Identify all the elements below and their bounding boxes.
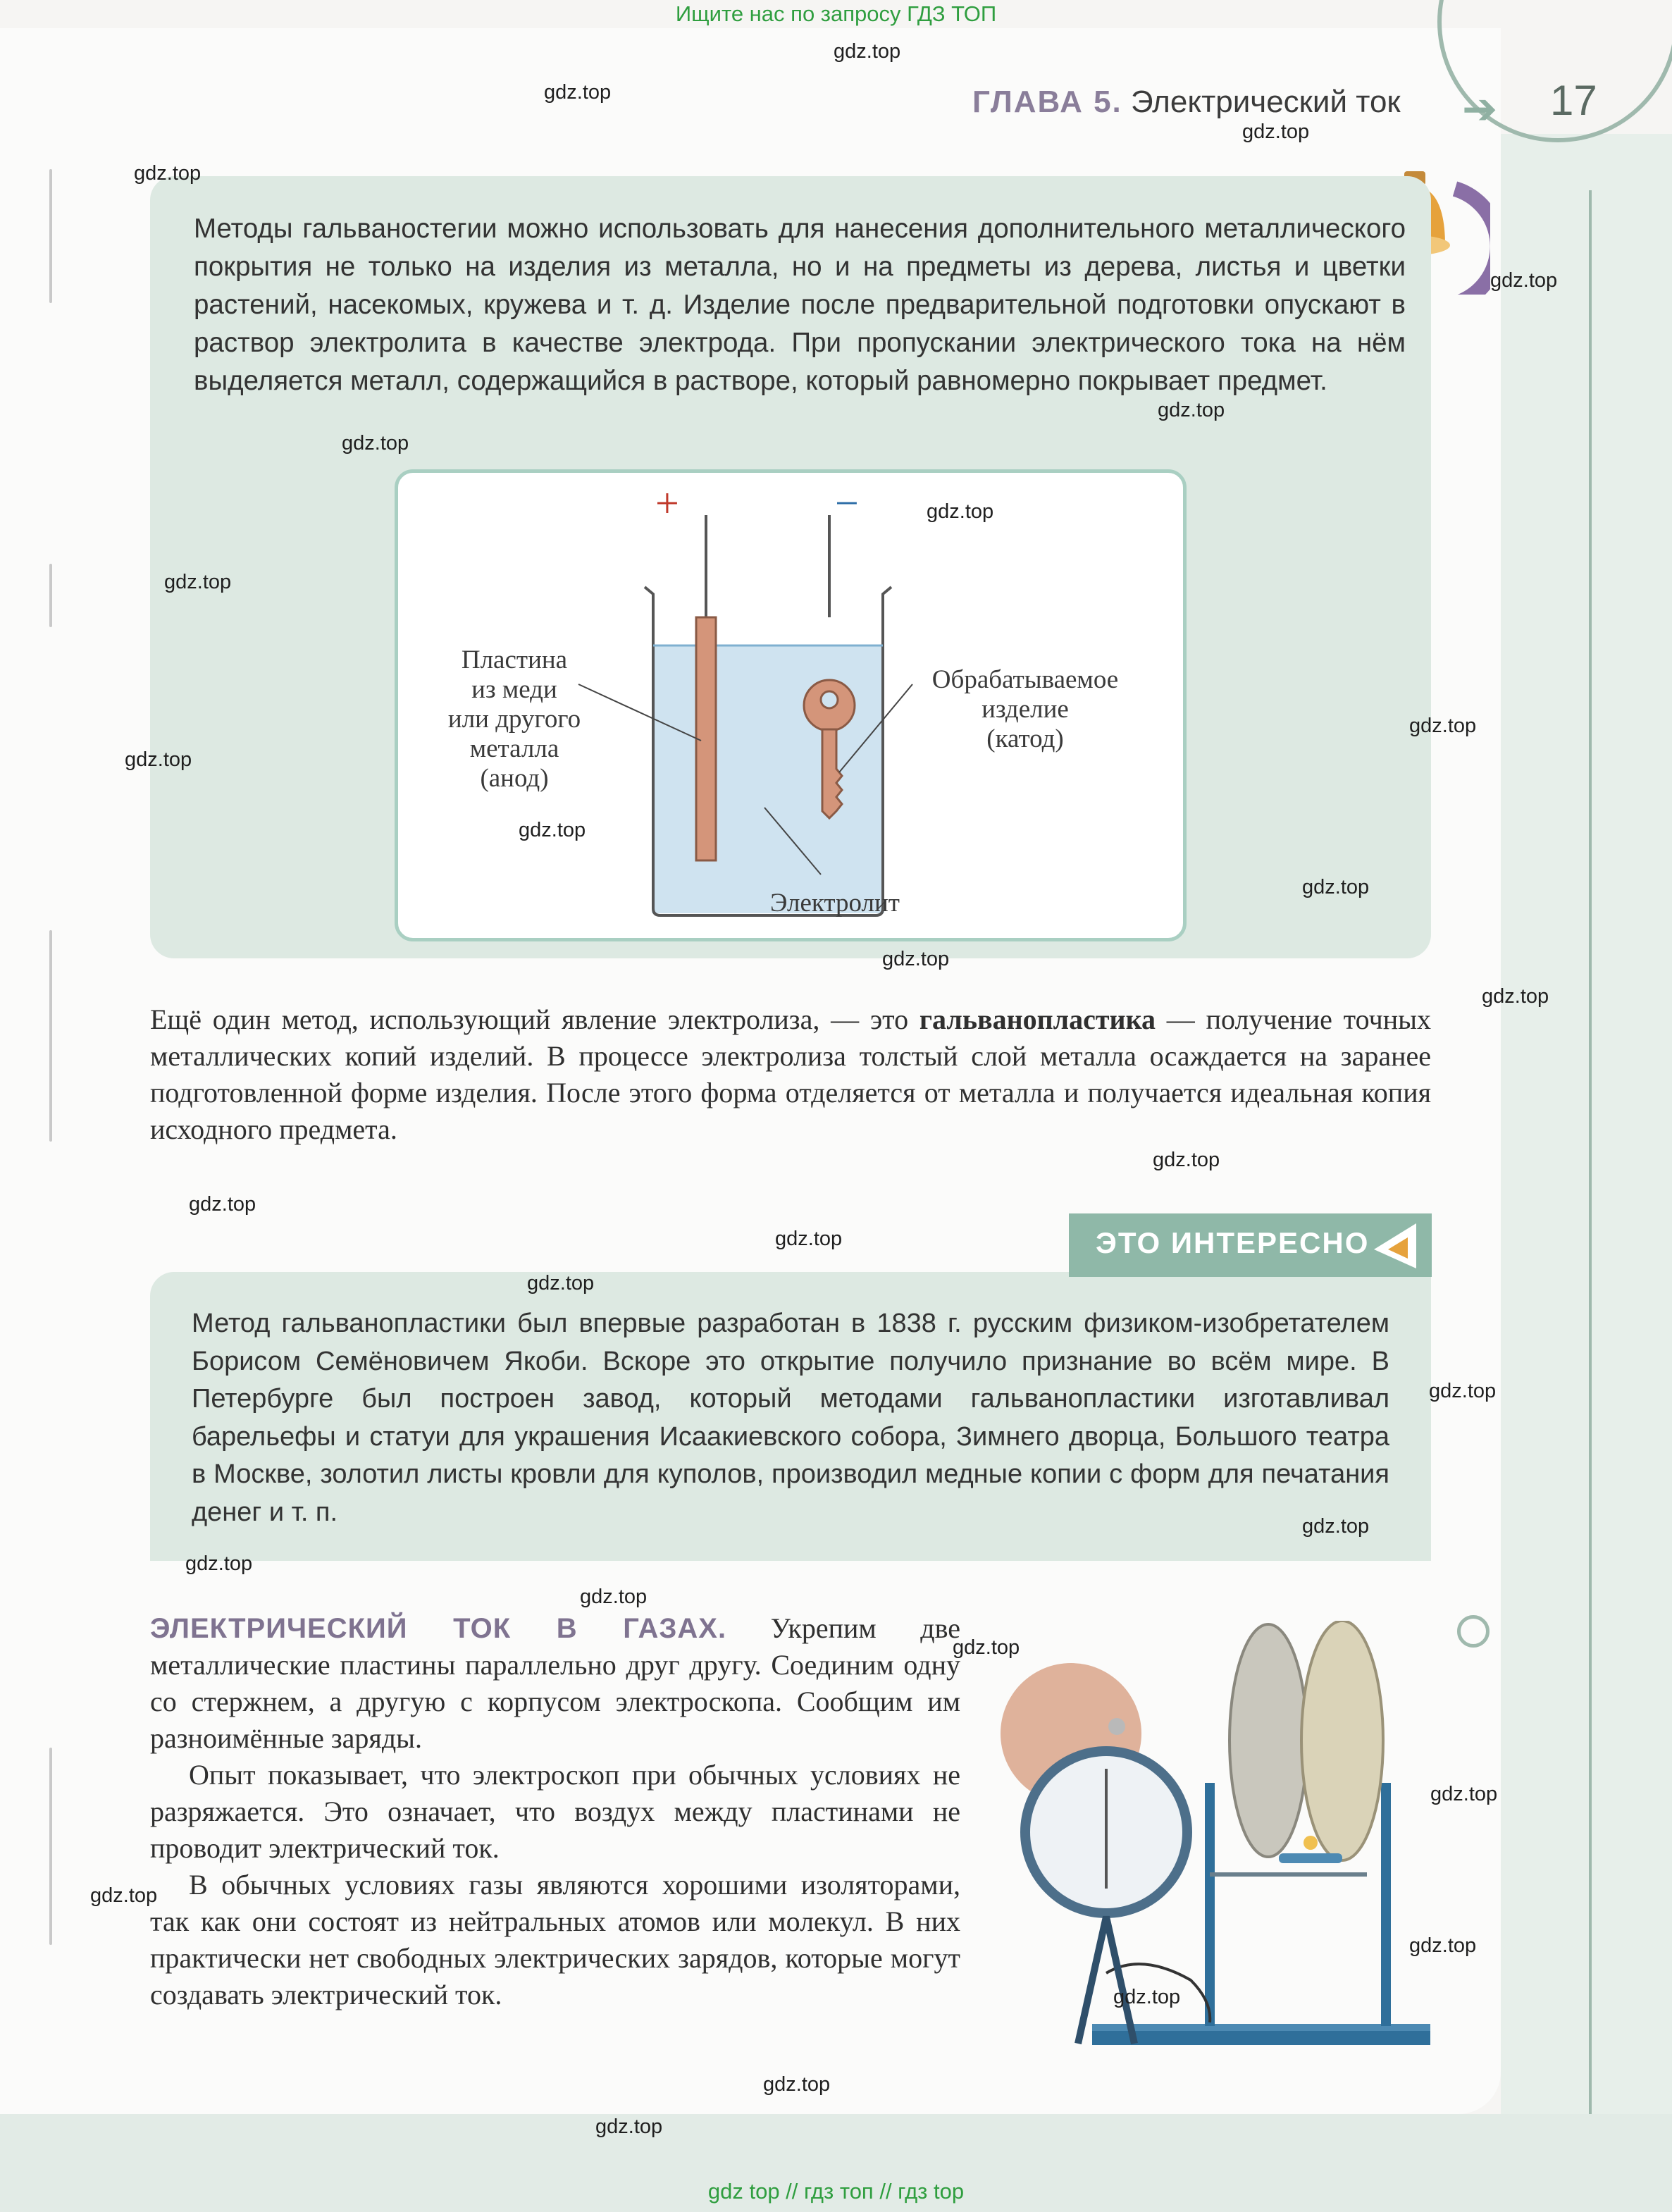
watermark: gdz.top <box>1242 121 1310 143</box>
watermark: gdz.top <box>544 81 612 104</box>
watermark: gdz.top <box>342 432 409 455</box>
chapter-title: Электрический ток <box>1131 85 1401 119</box>
watermark: gdz.top <box>1409 715 1477 737</box>
cathode-label-line: Обрабатываемое <box>931 665 1119 694</box>
watermark: gdz.top <box>595 2115 663 2138</box>
binding-holes <box>49 930 52 1142</box>
anode-label-line: металла <box>469 734 559 763</box>
watermark: gdz.top <box>527 1272 595 1295</box>
electrolysis-figure <box>395 469 1187 941</box>
watermark: gdz.top <box>1153 1149 1220 1171</box>
side-line <box>1589 190 1592 2177</box>
watermark: gdz.top <box>775 1228 843 1250</box>
cathode-label-line: (катод) <box>986 724 1064 753</box>
side-ring-marker <box>1457 1615 1490 1648</box>
info-box-text: Методы гальваностегии можно использовать для нанесения дополнительного металлического покрытия не только на изделия из металла, но и на предметы из дерева, листья и цветки растений, насекомых, кружева и т. д. Изделие после предварительной подготовки опускают в раствор электролита в качестве электрода. При пропускании электрического тока на нём выделяется металл, содержащийся в растворе, который равномерно покрывает предмет. <box>194 214 1406 396</box>
watermark: gdz.top <box>189 1193 256 1216</box>
minus-sign: − <box>835 480 859 526</box>
cathode-label <box>905 665 1145 754</box>
watermark: gdz.top <box>927 500 994 523</box>
watermark: gdz.top <box>882 948 950 970</box>
watermark: gdz.top <box>164 571 232 593</box>
electrolyte-liquid <box>652 645 884 913</box>
plus-sign: + <box>655 480 679 526</box>
watermark: gdz.top <box>185 1552 253 1575</box>
chapter-label: ГЛАВА 5. <box>972 85 1122 119</box>
side-band <box>1501 134 1672 2177</box>
watermark: gdz.top <box>1490 269 1558 292</box>
watermark: gdz.top <box>134 162 202 185</box>
galvanoplasty-paragraph <box>150 1001 1431 1148</box>
binding-holes <box>49 169 52 303</box>
watermark: gdz.top <box>1429 1380 1497 1402</box>
anode-label-line: или другого <box>447 705 581 734</box>
paragraph-text: Укрепим две металлические пластины параллельно друг другу. Соединим одну со стержнем, а другую с корпусом электроскопа. Сообщим им разноимённые заряды. <box>150 1612 961 1754</box>
bottom-banner[interactable]: gdz top // гдз топ // гдз top <box>707 2179 965 2204</box>
section-title: ЭЛЕКТРИЧЕСКИЙ ТОК В ГАЗАХ. <box>150 1613 727 1644</box>
binding-holes <box>49 564 52 627</box>
watermark: gdz.top <box>1430 1783 1498 1805</box>
paragraph-text: — получение точных металлических копий изделий. В процессе электролиза толстый слой металла осаждается на заранее подготовленной форме изделия. После этого форма отделяется от металла и получается идеальная копия исходного предмета. <box>150 1003 1431 1145</box>
gases-paragraph-2: Опыт показывает, что электроскоп при обычных условиях не разряжается. Это означает, что воздух между пластинами не проводит электрический ток. <box>150 1759 960 1864</box>
watermark: gdz.top <box>1302 1515 1370 1538</box>
binding-holes <box>49 1748 52 1945</box>
interesting-label: ЭТО ИНТЕРЕСНО <box>1096 1226 1370 1259</box>
gases-paragraph-3: В обычных условиях газы являются хорошими изоляторами, так как они состоят из нейтральных атомов или молекул. В них практически нет свободных электрических зарядов, которые могут создавать электрический ток. <box>150 1869 960 2010</box>
anode-label-line: (анод) <box>480 764 549 793</box>
electrolyte-label: Электролит <box>770 889 900 917</box>
anode-label-line: Пластина <box>461 645 568 674</box>
watermark: gdz.top <box>1158 399 1225 421</box>
watermark: gdz.top <box>519 819 586 841</box>
chevron-right-icon: ➔ <box>1462 85 1498 132</box>
page-number: 17 <box>1550 77 1597 124</box>
anode-plate <box>696 617 716 860</box>
gases-paragraph-1 <box>150 1610 960 1757</box>
watermark: gdz.top <box>953 1636 1020 1659</box>
watermark: gdz.top <box>90 1884 158 1907</box>
watermark: gdz.top <box>1302 876 1370 898</box>
watermark: gdz.top <box>1482 985 1549 1008</box>
watermark: gdz.top <box>763 2073 831 2096</box>
chapter-header <box>972 85 1401 120</box>
watermark: gdz.top <box>1113 1986 1181 2008</box>
anode-label-line: из меди <box>471 675 557 704</box>
watermark: gdz.top <box>1409 1934 1477 1957</box>
watermark: gdz.top <box>580 1586 648 1608</box>
triangle-pointer-icon <box>1367 1218 1423 1274</box>
electroscope-photo <box>1001 1621 1451 2058</box>
watermark: gdz.top <box>125 748 192 771</box>
anode-label <box>426 645 602 793</box>
watermark: gdz.top <box>834 40 901 63</box>
cathode-label-line: изделие <box>981 695 1069 724</box>
top-banner[interactable]: Ищите нас по запросу ГДЗ ТОП <box>675 1 997 26</box>
term-galvanoplasty: гальванопластика <box>919 1003 1156 1035</box>
interesting-text: Метод гальванопластики был впервые разработан в 1838 г. русским физиком-изобретателем Борисом Семёновичем Якоби. Вскоре это открытие получило признание во всём мире. В Петербурге был построен завод, который методами гальванопластики изготавливал барельефы и статуи для украшения Исаакиевского собора, Зимнего дворца, Большого театра в Москве, золотил листы кровли для куполов, производил медные копии с форм для печатания денег и т. п. <box>192 1309 1389 1527</box>
paragraph-text: Ещё один метод, использующий явление электролиза, — это <box>150 1003 919 1035</box>
